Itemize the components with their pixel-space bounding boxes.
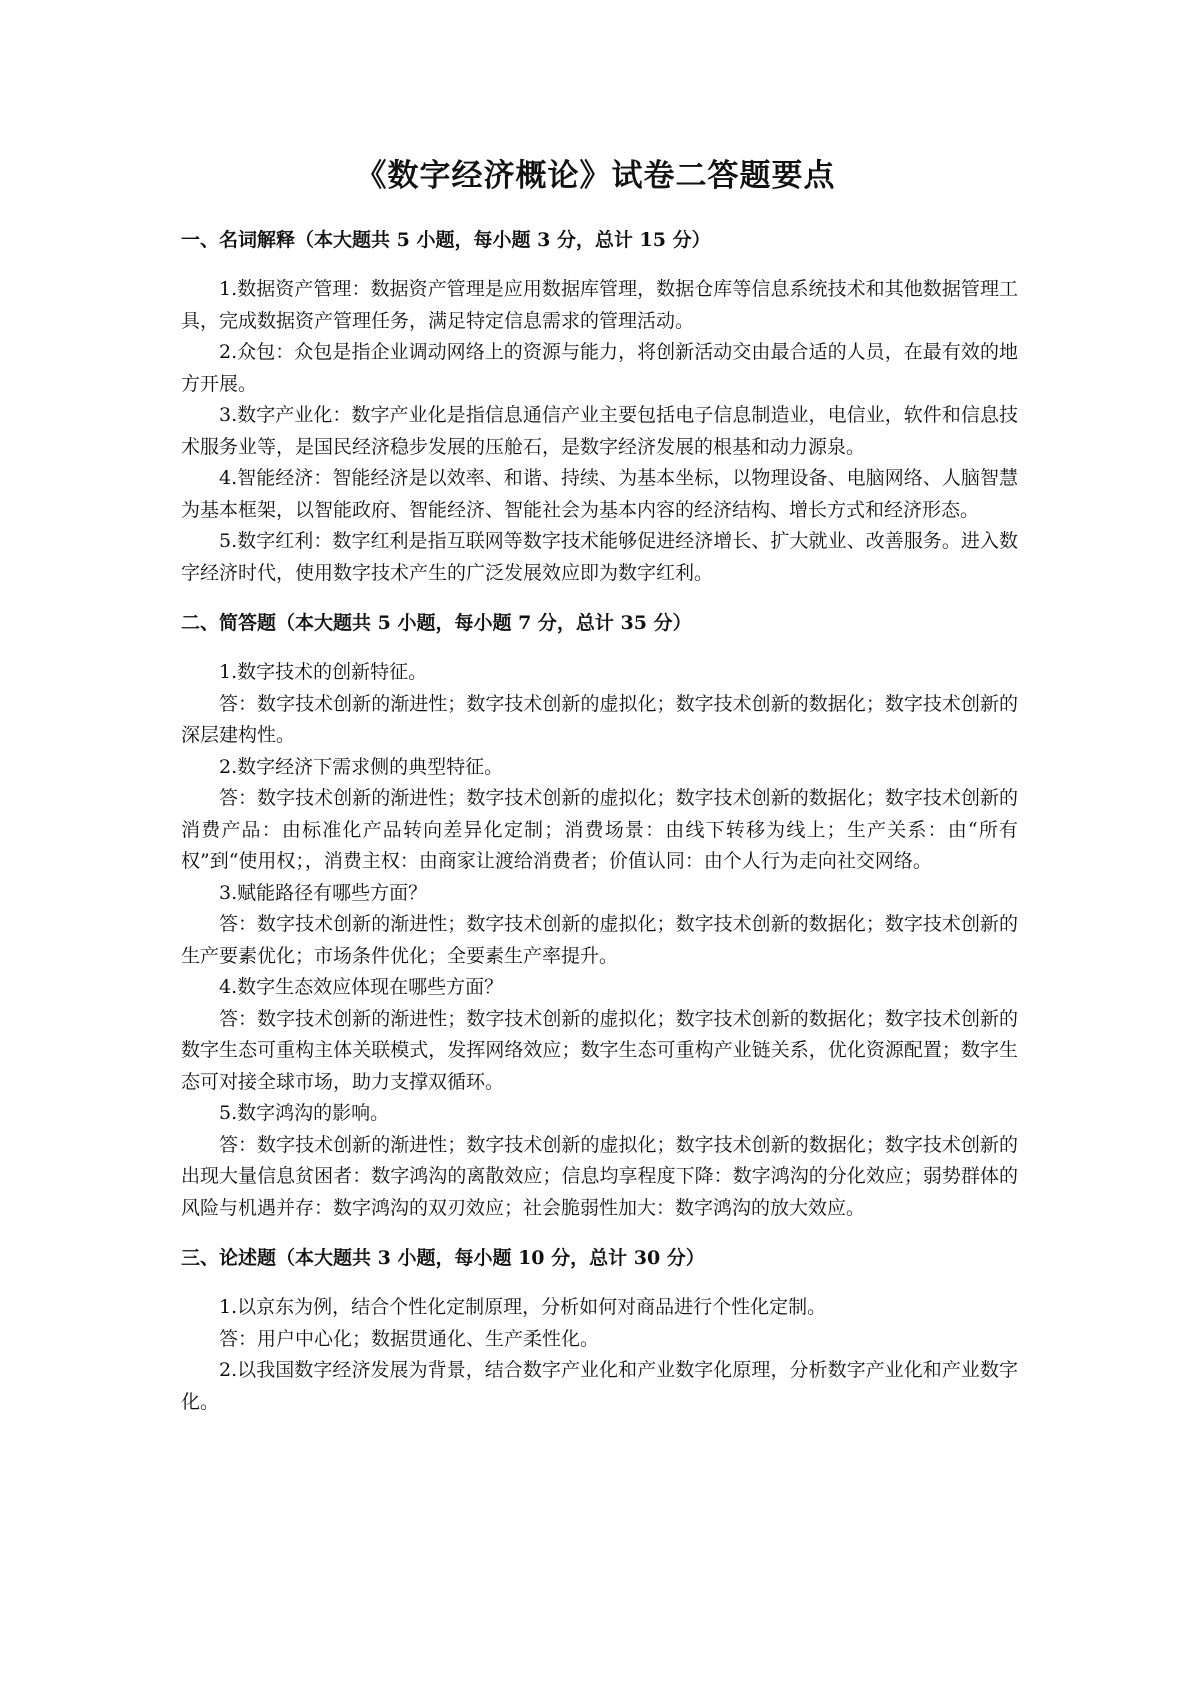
section-heading: 一、名词解释（本大题共 5 小题，每小题 3 分，总计 15 分） <box>181 229 711 251</box>
question: 5.数字鸿沟的影响。 <box>219 1102 390 1124</box>
answer: 答：数字技术创新的渐进性；数字技术创新的虚拟化；数字技术创新的数据化；数字技术创新的数字生态可重构主体关联模式，发挥网络效应；数字生态可重构产业链关系，优化资源配置；数字生态可对接全球市场，助力支撑双循环。 <box>181 1007 1018 1093</box>
section-essay <box>181 1244 1018 1418</box>
answer: 答：数字技术创新的渐进性；数字技术创新的虚拟化；数字技术创新的数据化；数字技术创新的生产要素优化；市场条件优化；全要素生产率提升。 <box>181 913 1018 967</box>
answer: 答：数字技术创新的渐进性；数字技术创新的虚拟化；数字技术创新的数据化；数字技术创新的深层建构性。 <box>181 692 1018 746</box>
question: 4.数字生态效应体现在哪些方面？ <box>219 976 504 998</box>
paragraph: 3.数字产业化：数字产业化是指信息通信产业主要包括电子信息制造业，电信业，软件和信息技术服务业等，是国民经济稳步发展的压舱石，是数字经济发展的根基和动力源泉。 <box>181 404 1018 458</box>
section-definitions <box>181 226 1018 589</box>
paragraph: 1.数据资产管理：数据资产管理是应用数据库管理，数据仓库等信息系统技术和其他数据管理工具，完成数据资产管理任务，满足特定信息需求的管理活动。 <box>181 278 1018 332</box>
document-title: 《数字经济概论》试卷二答题要点 <box>355 158 836 194</box>
question: 2.以我国数字经济发展为背景，结合数字产业化和产业数字化原理，分析数字产业化和产业数字化。 <box>181 1359 1018 1413</box>
answer: 答：用户中心化；数据贯通化、生产柔性化。 <box>219 1327 600 1350</box>
section-heading: 三、论述题（本大题共 3 小题，每小题 10 分，总计 30 分） <box>181 1247 705 1269</box>
section-short-answer <box>181 609 1018 1224</box>
question: 2.数字经济下需求侧的典型特征。 <box>219 755 504 778</box>
answer: 答：数字技术创新的渐进性；数字技术创新的虚拟化；数字技术创新的数据化；数字技术创新的消费产品：由标准化产品转向差异化定制；消费场景：由线下转移为线上；生产关系：由“所有权”到“使用权；，消费主权：由商家让渡给消费者；价值认同：由个人行为走向社交网络。 <box>181 787 1018 872</box>
section-heading: 二、简答题（本大题共 5 小题，每小题 7 分，总计 35 分） <box>181 612 692 634</box>
paragraph: 4.智能经济：智能经济是以效率、和谐、持续、为基本坐标，以物理设备、电脑网络、人脑智慧为基本框架，以智能政府、智能经济、智能社会为基本内容的经济结构、增长方式和经济形态。 <box>181 467 1018 521</box>
paragraph: 5.数字红利：数字红利是指互联网等数字技术能够促进经济增长、扩大就业、改善服务。进入数字经济时代，使用数字技术产生的广泛发展效应即为数字红利。 <box>181 530 1018 584</box>
document-body <box>181 226 1018 1438</box>
question: 1.以京东为例，结合个性化定制原理，分析如何对商品进行个性化定制。 <box>219 1296 827 1318</box>
question: 3.赋能路径有哪些方面？ <box>219 881 428 904</box>
paragraph: 2.众包：众包是指企业调动网络上的资源与能力，将创新活动交由最合适的人员，在最有效的地方开展。 <box>181 341 1018 395</box>
question: 1.数字技术的创新特征。 <box>219 661 428 683</box>
answer: 答：数字技术创新的渐进性；数字技术创新的虚拟化；数字技术创新的数据化；数字技术创新的出现大量信息贫困者：数字鸿沟的离散效应；信息均享程度下降：数字鸿沟的分化效应；弱势群体的风险与机遇并存：数字鸿沟的双刃效应；社会脆弱性加大：数字鸿沟的放大效应。 <box>181 1133 1018 1219</box>
